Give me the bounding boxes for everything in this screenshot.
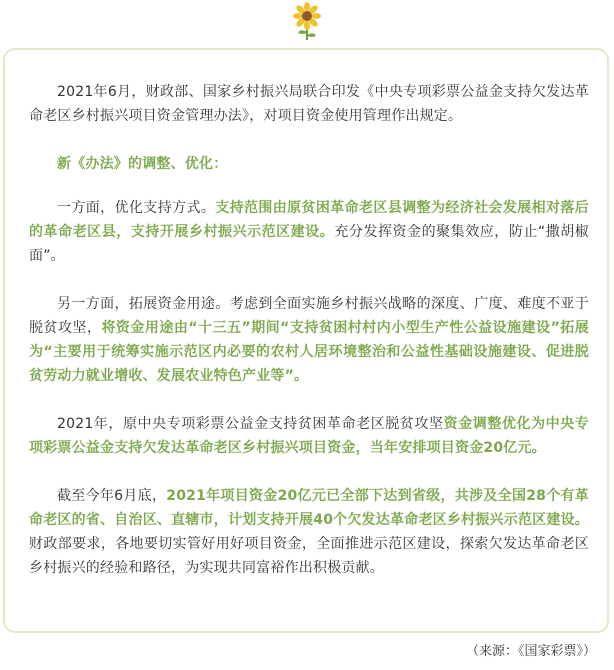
sunflower-icon (293, 2, 321, 42)
paragraph-expand-lead: 另一方面，拓展资金用途。考虑到全面实施乡村振兴战略的深度、广度、难度不亚于脱贫攻坚， (29, 296, 589, 336)
paragraph-june-tail: 财政部要求，各地要切实管好用好项目资金，全面推进示范区建设，探索欠发达革命老区乡村振兴的经验和路径，为实现共同富裕作出积极贡献。 (29, 536, 589, 576)
paragraph-2021 (29, 412, 589, 460)
paragraph-expand (29, 292, 589, 388)
paragraph-optimize-tail: 充分发挥资金的聚集效应，防止“撒胡椒面”。 (29, 224, 589, 264)
paragraph-june (29, 484, 589, 580)
paragraph-2021-highlight: 资金调整优化为中央专项彩票公益金支持欠发达革命老区乡村振兴项目资金，当年安排项目资金20亿元。 (29, 416, 590, 456)
paragraph-expand-highlight: 将资金用途由“十三五”期间“支持贫困村村内小型生产性公益设施建设”拓展为“主要用于统筹实施示范区内必要的农村人居环境整治和公益性基础设施建设、促进脱贫劳动力就业增收、发展农业特色产业等”。 (29, 320, 589, 384)
section-heading: 新《办法》的调整、优化： (57, 156, 228, 172)
paragraph-2021-lead: 2021年，原中央专项彩票公益金支持贫困革命老区脱贫攻坚 (57, 416, 444, 432)
article-card (3, 48, 609, 633)
paragraph-optimize (29, 196, 589, 268)
paragraph-optimize-lead: 一方面，优化支持方式。 (57, 200, 216, 216)
article-body (29, 80, 589, 580)
source-credit: （来源：《国家彩票》） (465, 644, 596, 659)
paragraph-june-highlight: 2021年项目资金20亿元已全部下达到省级，共涉及全国28个有革命老区的省、自治区、直辖市，计划支持开展40个欠发达革命老区乡村振兴示范区建设。 (29, 488, 589, 528)
paragraph-optimize-highlight: 支持范围由原贫困革命老区县调整为经济社会发展相对落后的革命老区县，支持开展乡村振兴示范区建设。 (29, 200, 589, 240)
paragraph-june-lead: 截至今年6月底， (57, 488, 167, 504)
paragraph-intro: 2021年6月，财政部、国家乡村振兴局联合印发《中央专项彩票公益金支持欠发达革命老区乡村振兴项目资金管理办法》，对项目资金使用管理作出规定。 (29, 84, 589, 124)
